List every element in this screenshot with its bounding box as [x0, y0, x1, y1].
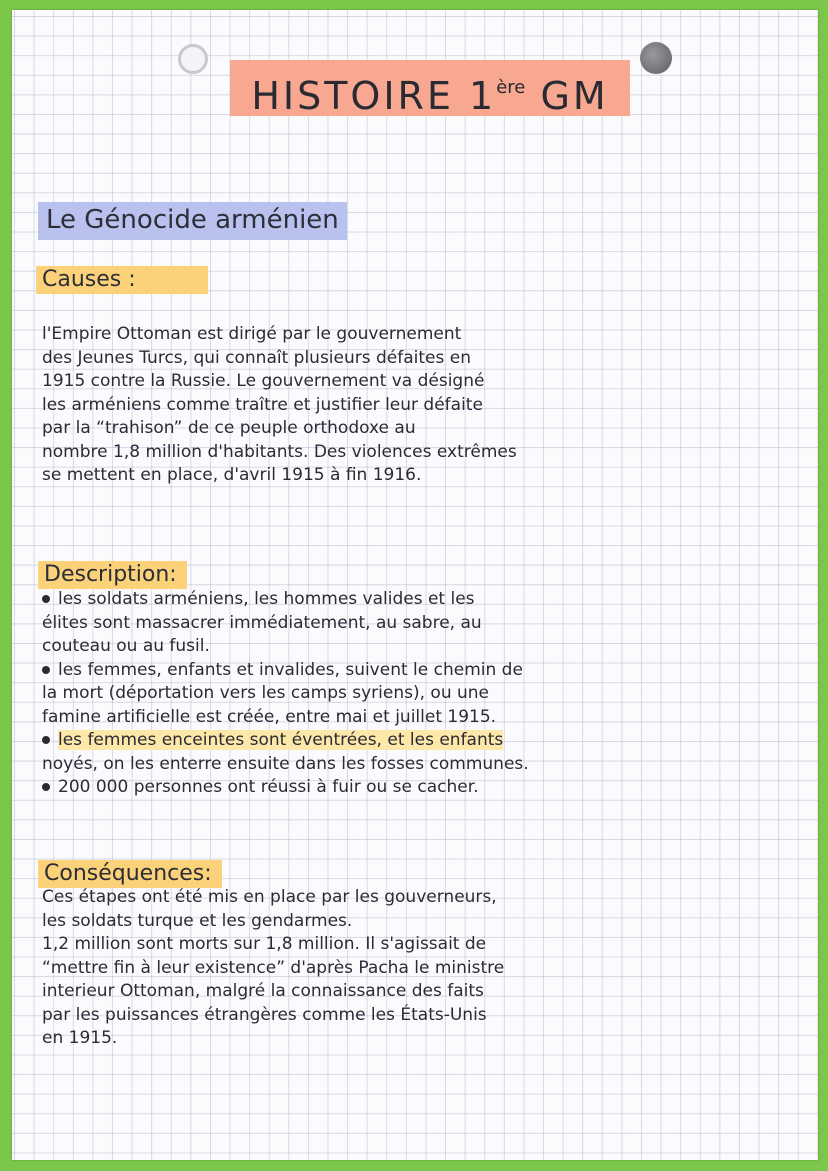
page-title — [230, 60, 630, 116]
causes-line: 1915 contre la Russie. Le gouvernement va désigné — [42, 371, 485, 391]
heading-causes: Causes : — [36, 266, 208, 294]
consequences-line: en 1915. — [42, 1028, 118, 1048]
section-subtitle: Le Génocide arménien — [38, 202, 347, 240]
description-paragraph — [42, 588, 812, 800]
description-line: couteau ou au fusil. — [42, 636, 210, 656]
consequences-line: “mettre fin à leur existence” d'après Pacha le ministre — [42, 957, 505, 978]
notebook-page — [12, 10, 818, 1160]
consequences-paragraph — [42, 886, 812, 1051]
bullet-dot — [42, 736, 50, 744]
description-line — [42, 588, 812, 612]
causes-line: nombre 1,8 million d'habitants. Des violences extrêmes — [42, 441, 517, 462]
binder-hole-right — [640, 42, 672, 74]
consequences-line: par les puissances étrangères comme les États-Unis — [42, 1004, 487, 1025]
consequences-line: interieur Ottoman, malgré la connaissance des faits — [42, 981, 484, 1001]
bullet-dot — [42, 666, 50, 674]
consequences-line: les soldats turque et les gendarmes. — [42, 910, 353, 931]
description-text: les femmes, enfants et invalides, suivent le chemin de — [58, 659, 523, 680]
description-line: noyés, on les enterre ensuite dans les fosses communes. — [42, 753, 529, 774]
heading-description: Description: — [38, 561, 187, 589]
description-line — [42, 776, 812, 800]
bullet-dot — [42, 783, 50, 791]
consequences-line: 1,2 million sont morts sur 1,8 million. Il s'agissait de — [42, 934, 487, 954]
description-line: famine artificielle est créée, entre mai et juillet 1915. — [42, 706, 497, 727]
causes-line: l'Empire Ottoman est dirigé par le gouvernement — [42, 324, 462, 344]
description-line — [42, 729, 812, 753]
consequences-line: Ces étapes ont été mis en place par les gouverneurs, — [42, 887, 497, 907]
description-line: élites sont massacrer immédiatement, au sabre, au — [42, 612, 482, 633]
heading-consequences: Conséquences: — [38, 860, 222, 888]
title-main: HISTOIRE 1 — [251, 74, 497, 118]
description-text: les femmes enceintes sont éventrées, et les enfants — [58, 730, 504, 750]
description-text: les soldats arméniens, les hommes valides et les — [58, 589, 475, 609]
causes-line: les arméniens comme traître et justifier leur défaite — [42, 394, 483, 415]
binder-hole-left — [178, 44, 208, 74]
description-line — [42, 659, 812, 683]
bullet-dot — [42, 595, 50, 603]
causes-line: se mettent en place, d'avril 1915 à fin 1916. — [42, 465, 422, 485]
causes-line: par la “trahison” de ce peuple orthodoxe au — [42, 418, 416, 438]
description-text: 200 000 personnes ont réussi à fuir ou se cacher. — [58, 777, 479, 797]
title-superscript: ère — [496, 77, 526, 98]
causes-paragraph — [42, 323, 812, 488]
causes-line: des Jeunes Turcs, qui connaît plusieurs défaites en — [42, 347, 472, 368]
title-group: GM — [525, 74, 609, 118]
description-line: la mort (déportation vers les camps syriens), ou une — [42, 683, 490, 703]
